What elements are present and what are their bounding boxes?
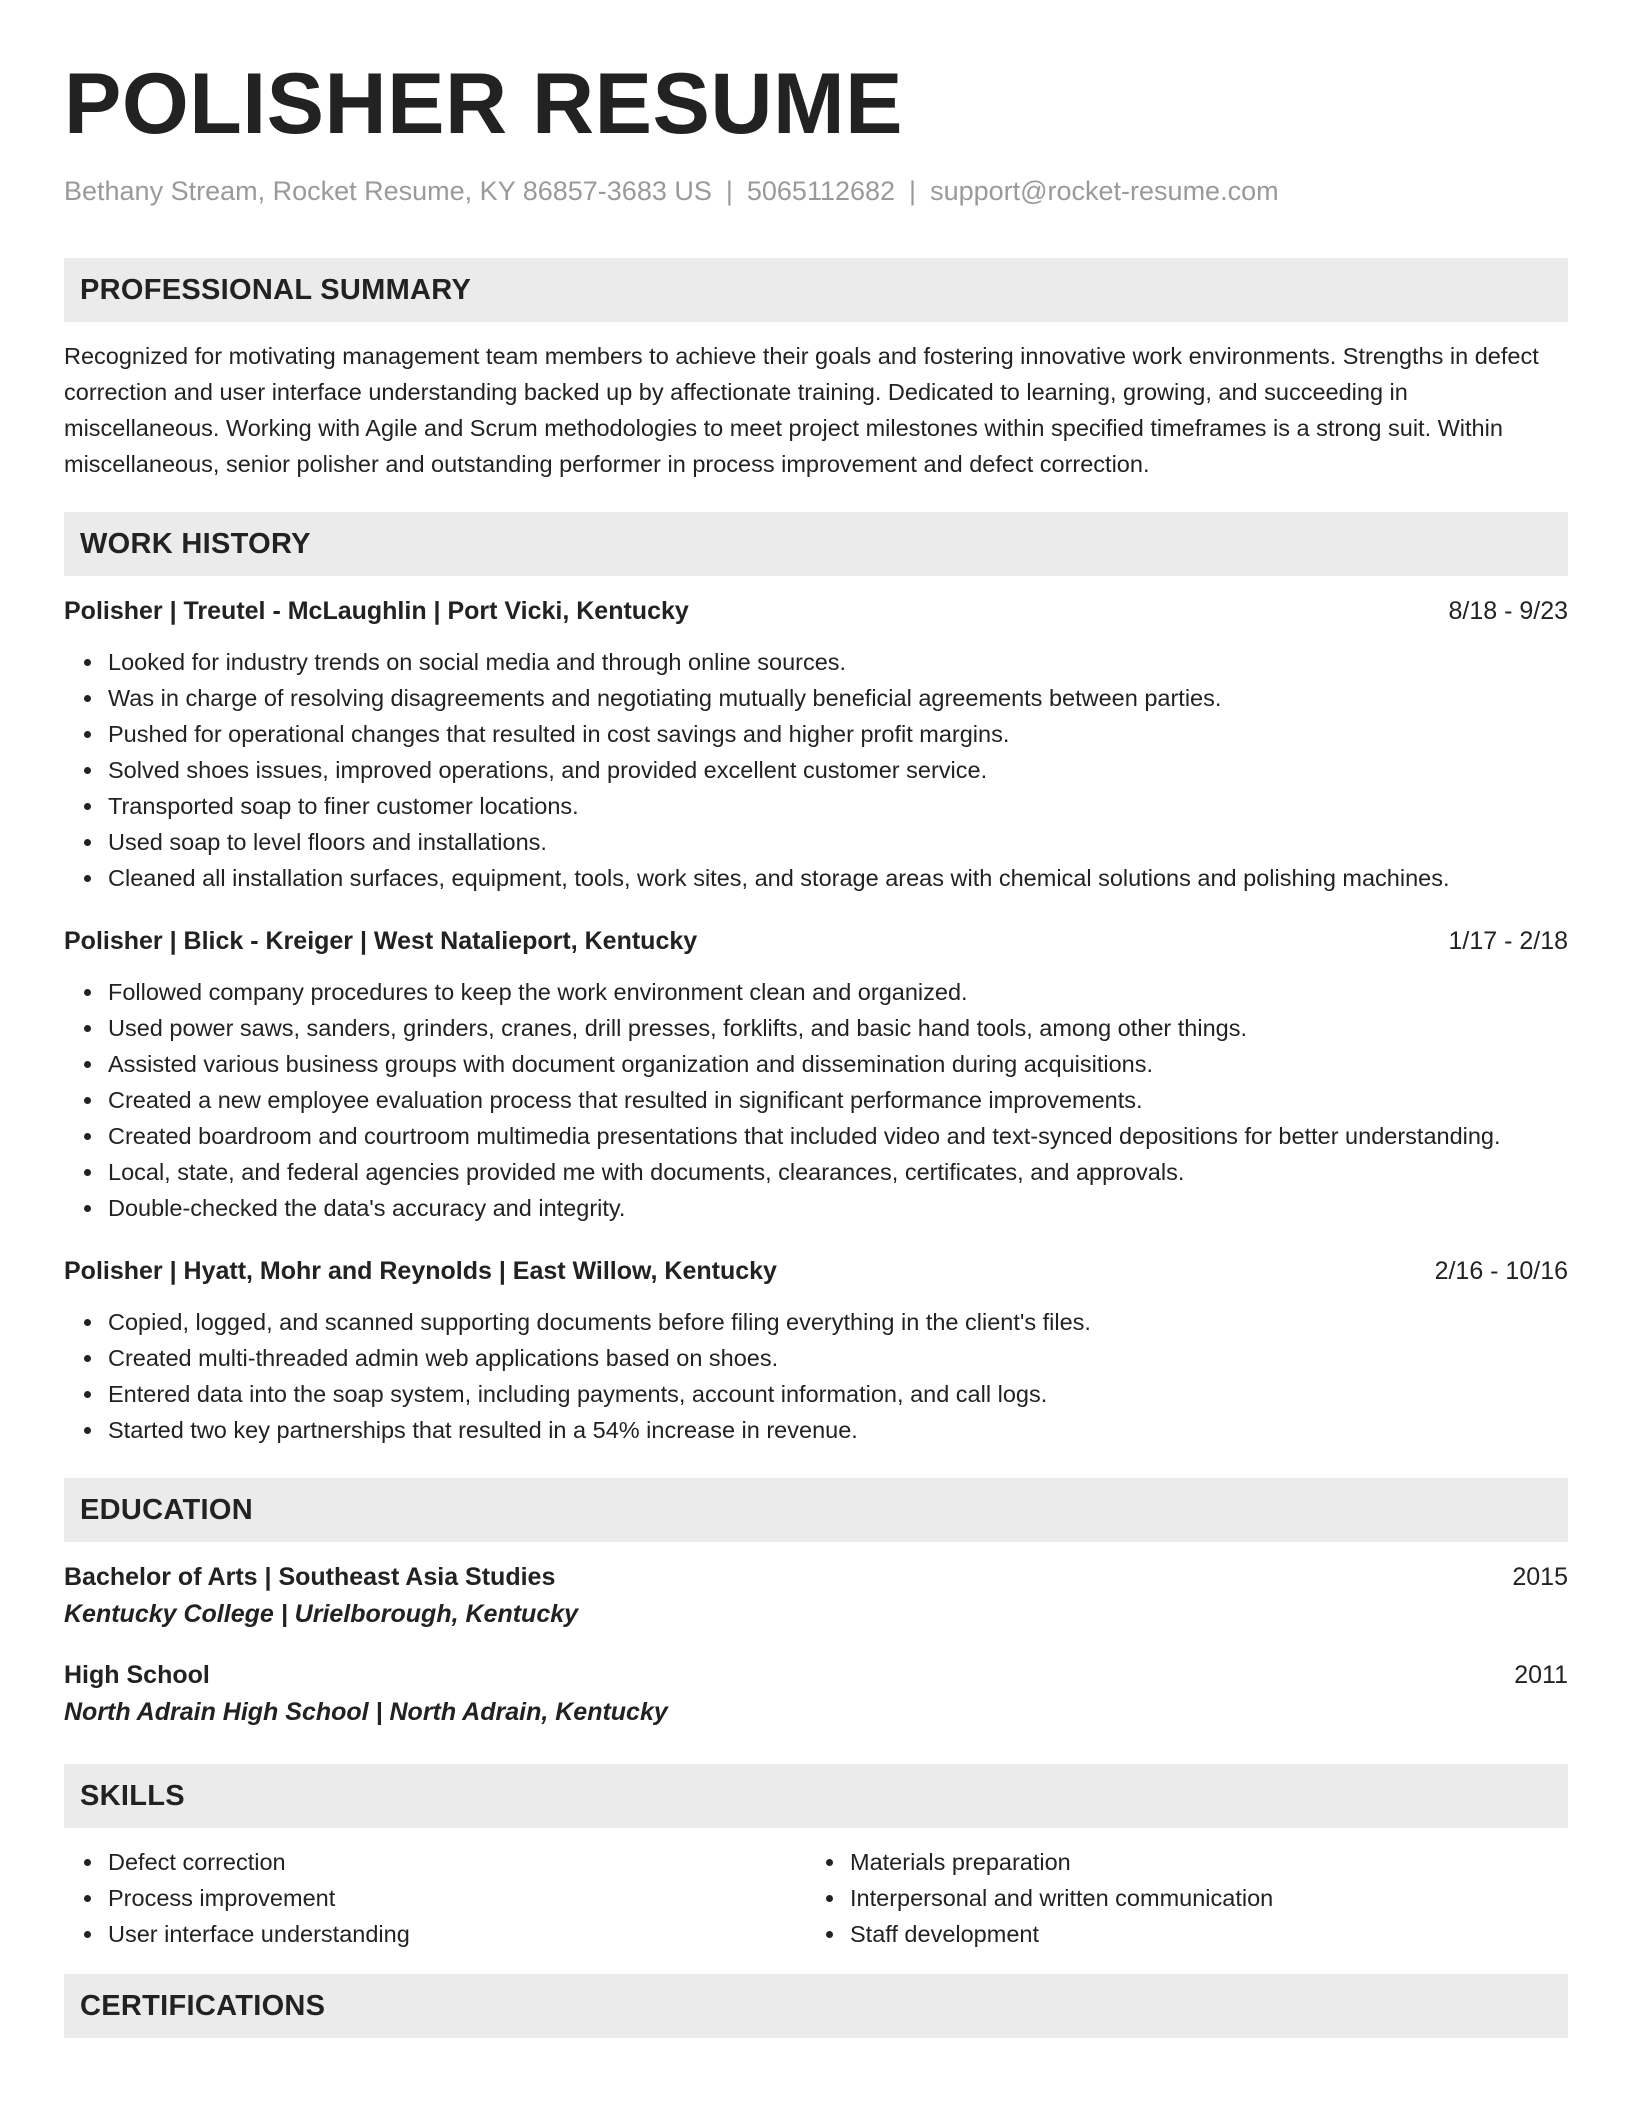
job-bullet: Started two key partnerships that resulted in a 54% increase in revenue.: [108, 1412, 1568, 1448]
job-entry: [64, 1254, 1568, 1448]
job-header: [64, 924, 1568, 958]
skills-column-left: [64, 1844, 806, 1952]
education-school: North Adrain High School | North Adrain, Kentucky: [64, 1698, 668, 1726]
education-degree: High School: [64, 1661, 210, 1689]
job-dates: 2/16 - 10/16: [1434, 1257, 1568, 1285]
job-bullet: Transported soap to finer customer locations.: [108, 788, 1568, 824]
job-bullet: Copied, logged, and scanned supporting documents before filing everything in the client's files.: [108, 1304, 1568, 1340]
skill-item: Interpersonal and written communication: [850, 1880, 1548, 1916]
education-entry: [64, 1658, 1568, 1732]
job-bullet: Assisted various business groups with document organization and dissemination during acquisitions.: [108, 1046, 1568, 1082]
job-dates: 1/17 - 2/18: [1448, 927, 1568, 955]
job-bullet: Created boardroom and courtroom multimedia presentations that included video and text-synced depositions for better understanding.: [108, 1118, 1568, 1154]
job-bullets: [64, 644, 1568, 896]
job-bullet: Local, state, and federal agencies provided me with documents, clearances, certificates, and approvals.: [108, 1154, 1568, 1190]
section-header-work-history: WORK HISTORY: [64, 512, 1568, 576]
skill-item: Defect correction: [108, 1844, 806, 1880]
section-header-skills: SKILLS: [64, 1764, 1568, 1828]
skills-list: [64, 1844, 1568, 1952]
job-bullet: Created multi-threaded admin web applications based on shoes.: [108, 1340, 1568, 1376]
resume-title: POLISHER RESUME: [64, 56, 903, 152]
contact-email: support@rocket-resume.com: [930, 176, 1279, 206]
skill-item: Staff development: [850, 1916, 1548, 1952]
job-header: [64, 1254, 1568, 1288]
job-bullet: Entered data into the soap system, including payments, account information, and call logs.: [108, 1376, 1568, 1412]
job-bullet: Was in charge of resolving disagreements and negotiating mutually beneficial agreements between parties.: [108, 680, 1568, 716]
job-bullets: [64, 1304, 1568, 1448]
skills-bullets: [64, 1844, 806, 1952]
section-header-summary: PROFESSIONAL SUMMARY: [64, 258, 1568, 322]
job-bullet: Used soap to level floors and installations.: [108, 824, 1568, 860]
job-header: [64, 594, 1568, 628]
job-bullet: Created a new employee evaluation process that resulted in significant performance improvements.: [108, 1082, 1568, 1118]
job-bullet: Used power saws, sanders, grinders, cranes, drill presses, forklifts, and basic hand tools, among other things.: [108, 1010, 1568, 1046]
contact-line: [64, 174, 1568, 208]
skill-item: Materials preparation: [850, 1844, 1548, 1880]
job-bullet: Pushed for operational changes that resulted in cost savings and higher profit margins.: [108, 716, 1568, 752]
skill-item: User interface understanding: [108, 1916, 806, 1952]
contact-address: Bethany Stream, Rocket Resume, KY 86857-3683 US: [64, 176, 712, 206]
education-entry: [64, 1560, 1568, 1634]
education-header: [64, 1560, 1568, 1594]
education-school: Kentucky College | Urielborough, Kentucky: [64, 1600, 579, 1628]
job-entry: [64, 924, 1568, 1226]
job-bullet: Solved shoes issues, improved operations, and provided excellent customer service.: [108, 752, 1568, 788]
job-title: Polisher | Treutel - McLaughlin | Port Vicki, Kentucky: [64, 597, 689, 625]
contact-separator: |: [909, 176, 917, 206]
education-year: 2011: [1514, 1661, 1568, 1689]
job-dates: 8/18 - 9/23: [1448, 597, 1568, 625]
job-entry: [64, 594, 1568, 896]
education-degree: Bachelor of Arts | Southeast Asia Studies: [64, 1563, 556, 1591]
job-bullet: Looked for industry trends on social media and through online sources.: [108, 644, 1568, 680]
section-header-certifications: CERTIFICATIONS: [64, 1974, 1568, 2038]
skills-bullets: [806, 1844, 1548, 1952]
job-title: Polisher | Hyatt, Mohr and Reynolds | East Willow, Kentucky: [64, 1257, 777, 1285]
job-bullet: Followed company procedures to keep the work environment clean and organized.: [108, 974, 1568, 1010]
contact-separator: |: [725, 176, 733, 206]
job-bullet: Double-checked the data's accuracy and integrity.: [108, 1190, 1568, 1226]
job-title: Polisher | Blick - Kreiger | West Natalieport, Kentucky: [64, 927, 698, 955]
section-header-education: EDUCATION: [64, 1478, 1568, 1542]
job-bullet: Cleaned all installation surfaces, equipment, tools, work sites, and storage areas with chemical solutions and polishing machines.: [108, 860, 1568, 896]
education-year: 2015: [1512, 1563, 1568, 1591]
skill-item: Process improvement: [108, 1880, 806, 1916]
contact-phone: 5065112682: [746, 176, 896, 206]
education-header: [64, 1658, 1568, 1692]
job-bullets: [64, 974, 1568, 1226]
summary-text: Recognized for motivating management team members to achieve their goals and fostering innovative work environments. Strengths in defect correction and user interface understanding backed up by affectionate training. Dedicated to learning, growing, and succeeding in miscellaneous. Working with Agile and Scrum methodologies to meet project milestones within specified timeframes is a strong suit. Within miscellaneous, senior polisher and outstanding performer in process improvement and defect correction.: [64, 343, 1539, 477]
skills-column-right: [806, 1844, 1548, 1952]
